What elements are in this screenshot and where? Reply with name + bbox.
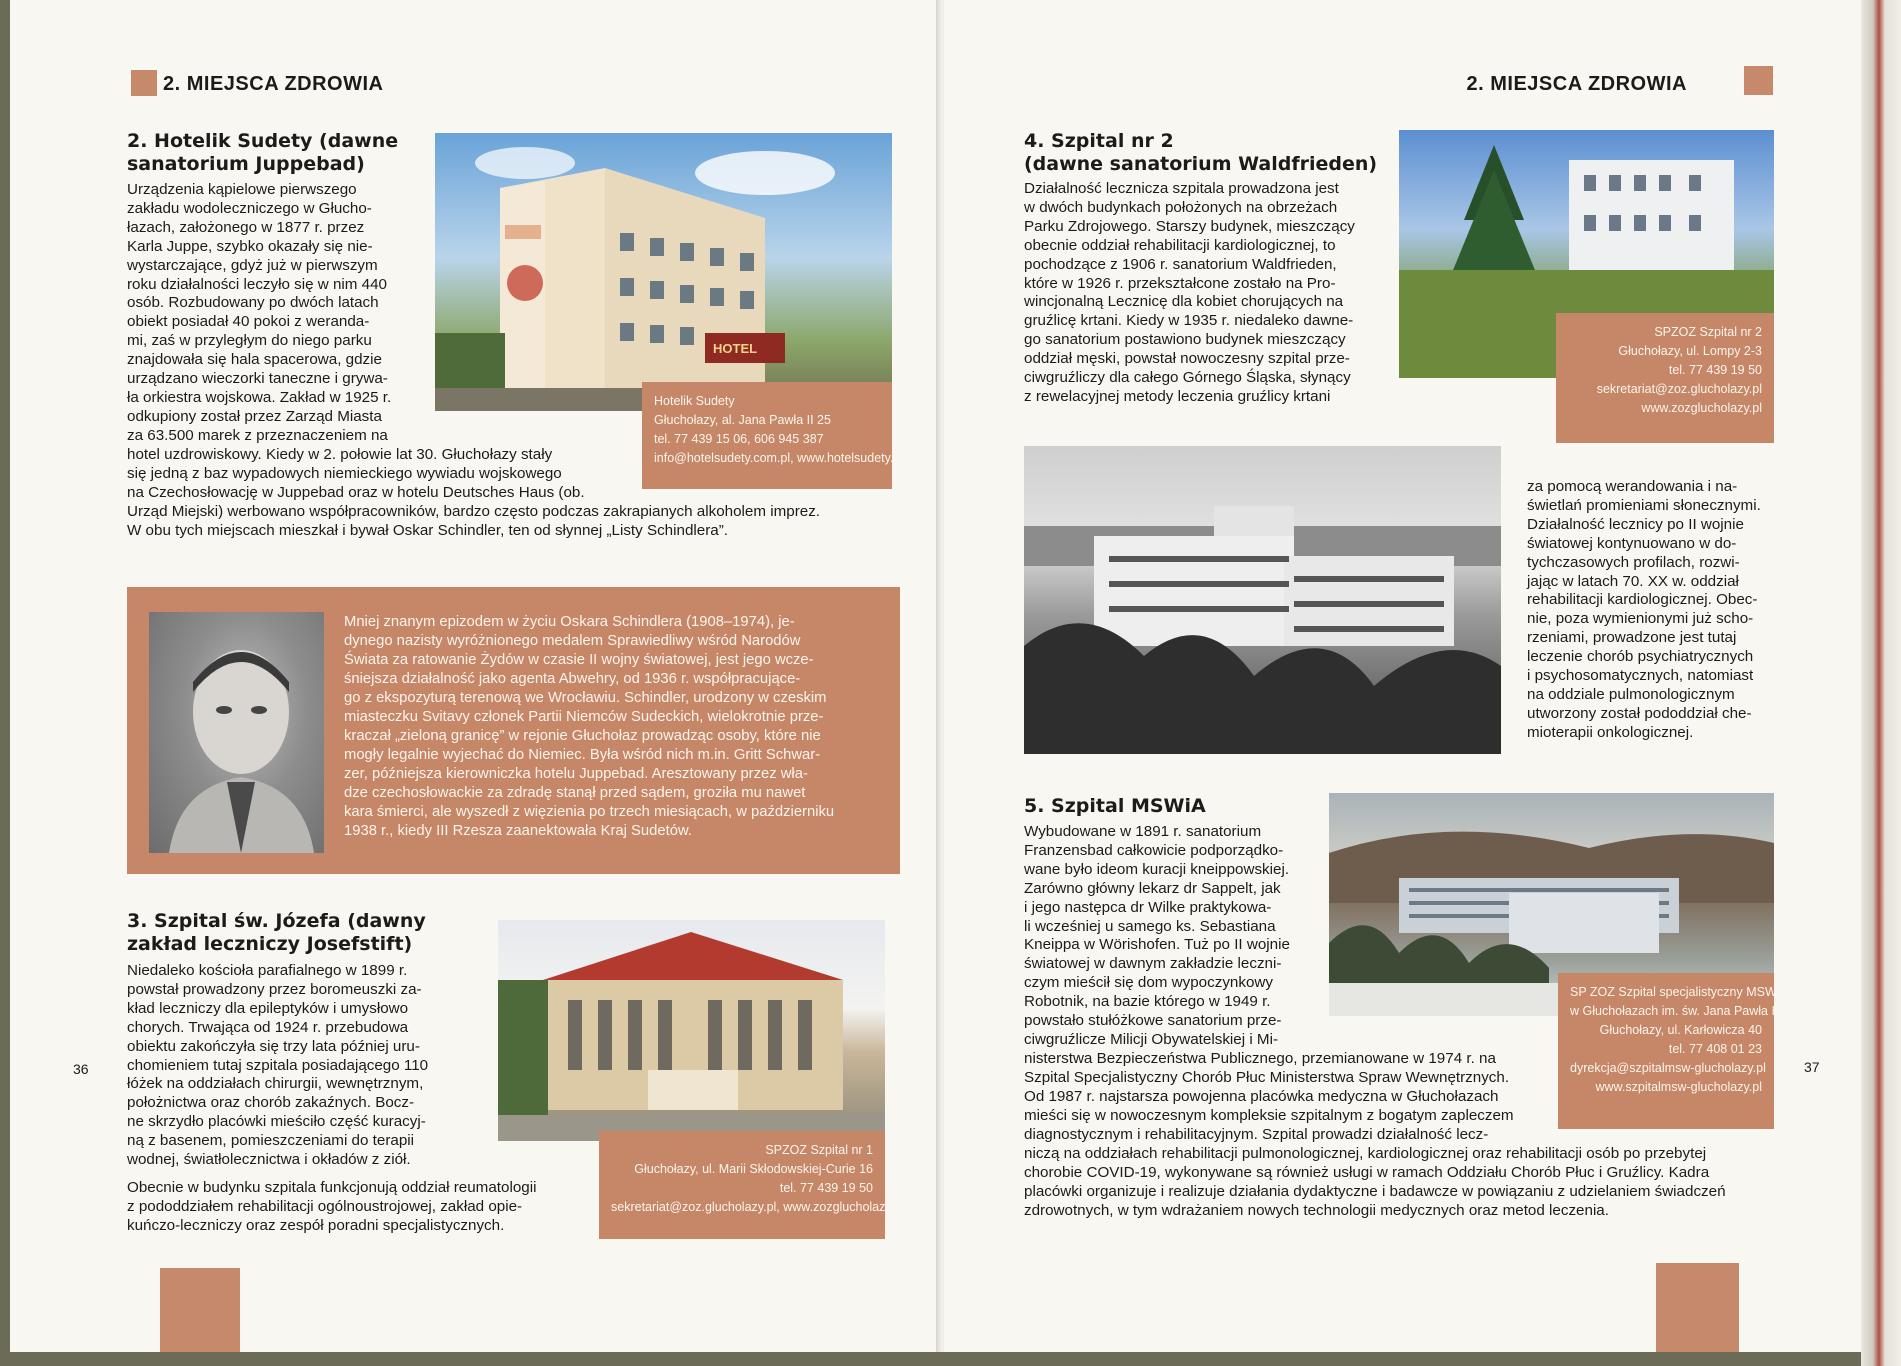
hospital5-title: 5. Szpital MSWiA bbox=[1024, 795, 1206, 817]
hospital2-text-column: Działalność lecznicza szpitala prowadzona jest w dwóch budynkach położonych na obrzeżach Parku Zdrojowego. Starszy budynek, mieszczący obecnie oddział rehabilitacji kardiologicznej, to pochodzące z 1906 r. sanatorium Waldfrieden, które w 1926 r. przekształcone zostało na Pro- wincjonalną Lecznicę dla kobiet chorujących na gruźlicę krtani. Kiedy w 1935 r. niedaleko dawne- go sanatorium postawiono budynek mieszczący oddział męski, powstał nowoczesny szpital prze- ciwgruźliczy dla całego Górnego Śląska, słynący z rewelacyjnej metody leczenia gruźlicy krtani bbox=[1024, 180, 1355, 405]
hospital2-info-box: SPZOZ Szpital nr 2 Głuchołazy, ul. Lompy 2-3 tel. 77 439 19 50 sekretariat@zoz.glucholazy.pl www.zozglucholazy.pl bbox=[1556, 313, 1774, 443]
book-page-edges bbox=[1861, 0, 1901, 1366]
section-header-right: 2. MIEJSCA ZDROWIA bbox=[1466, 73, 1687, 95]
hotel-text-column: Urządzenia kąpielowe pierwszego zakładu wodoleczniczego w Głucho- łazach, założonego w 1877 r. przez Karla Juppe, szybko okazały się nie- wystarczające, gdyż już w pierwszym roku działalności leczyło się w nim 440 osób. Rozbudowany po dwóch latach obiekt posiadał 40 pokoi z weranda- mi, zaś w przyległym do niego parku znajdowała się hala spacerowa, gdzie urządzano wieczorki taneczne i grywa- ła orkiestra wojskowa. Zakład w 1925 r. odkupiony został przez Zarząd Miasta za 63.500 marek z przeznaczeniem na bbox=[127, 181, 392, 444]
oskar-schindler-portrait bbox=[149, 612, 324, 853]
hospital5-text-column: Wybudowane w 1891 r. sanatorium Franzensbad całkowicie podporządko- wane było ideom kuracji kneippowskiej. Zarówno główny lekarz dr Sappelt, jak i jego następca dr Wilke praktykowa- li wcześniej u samego ks. Sebastiana Kneippa w Wörishofen. Tuż po II wojnie światowej w dawnym zakładzie leczni- czym mieścił się dom wypoczynkowy Robotnik, na bazie którego w 1949 r. powstało stułóżkowe sanatorium prze- ciwgruźlicze Milicji Obywatelskiej i Mi- bbox=[1024, 823, 1290, 1048]
hotel-text-wide: Urząd Miejski) werbowano współpracowników, bardzo często podczas zakrapianych alkoholem imprez. W obu tych miejscach mieszkał i bywał Oskar Schindler, ten od słynnej „Listy Schindlera”. bbox=[127, 503, 821, 539]
page-number-left: 36 bbox=[73, 1061, 89, 1077]
left-page bbox=[10, 0, 940, 1352]
hospital5-website[interactable]: www.szpitalmsw-glucholazy.pl bbox=[1595, 1080, 1762, 1094]
hospital3-building-illustration bbox=[498, 920, 885, 1141]
hospital5-text-wide: diagnostycznym i rehabilitacyjnym. Szpital prowadzi działalność lecz- niczą na oddziałach rehabilitacji pulmonologicznej, kardiologicznej oraz rehabilitacji osób po przebytej chorobie COVID-19, wykonywane są również usługi w ramach Oddziału Chorób Płuc i Gruźlicy. Kadra placówki organizuje i realizuje działania dydaktyczne i badawcze w powiązaniu z udzielaniem świadczeń zdrowotnych, w tym wdrażaniem nowych technologii medycznych oraz metod leczenia. bbox=[1024, 1126, 1726, 1219]
section-marker-left bbox=[131, 70, 157, 96]
section-marker-right bbox=[1744, 66, 1773, 95]
right-page bbox=[944, 0, 1861, 1352]
hotel-contact-links[interactable]: info@hotelsudety.com.pl, www.hotelsudety.pl bbox=[654, 451, 904, 465]
hotel-building-illustration bbox=[435, 133, 892, 411]
hospital2-title: 4. Szpital nr 2 (dawne sanatorium Waldfrieden) bbox=[1024, 130, 1378, 175]
svg-text:HOTEL: HOTEL bbox=[713, 341, 758, 356]
hotel-text-mid: hotel uzdrowiskowy. Kiedy w 2. połowie lat 30. Głuchołazy stały się jedną z baz wypadowych niemieckiego wywiadu wojskowego na Czechosłowację w Juppebad oraz w hotelu Deutsches Haus (ob. bbox=[127, 446, 585, 501]
hospital5-email[interactable]: dyrekcja@szpitalmsw-glucholazy.pl bbox=[1570, 1061, 1766, 1075]
hospital2-historic-photo bbox=[1024, 446, 1501, 754]
historic-building-illustration bbox=[1024, 446, 1501, 754]
hospital2-website[interactable]: www.zozglucholazy.pl bbox=[1641, 401, 1762, 415]
hotel-sudety-photo bbox=[435, 133, 892, 411]
hotel-info-box: Hotelik Sudety Głuchołazy, al. Jana Pawła II 25 tel. 77 439 15 06, 606 945 387 info@hotelsudety.com.pl, www.hotelsudety.pl bbox=[642, 382, 892, 489]
hospital3-title: 3. Szpital św. Józefa (dawny zakład leczniczy Josefstift) bbox=[127, 910, 426, 955]
section-header-left: 2. MIEJSCA ZDROWIA bbox=[163, 73, 384, 95]
portrait-illustration bbox=[149, 612, 324, 853]
hotel-title: 2. Hotelik Sudety (dawne sanatorium Juppebad) bbox=[127, 130, 399, 175]
hospital2-email[interactable]: sekretariat@zoz.glucholazy.pl bbox=[1596, 382, 1762, 396]
footer-marker-right bbox=[1656, 1263, 1739, 1352]
page-number-right: 37 bbox=[1804, 1059, 1820, 1075]
hospital5-text-mid: nisterstwa Bezpieczeństwa Publicznego, przemianowane w 1974 r. na Szpital Specjalistyczny Chorób Płuc Ministerstwa Spraw Wewnętrznych. Od 1987 r. najstarsza powojenna placówka medyczna w Głuchołazach mieści się w nowoczesnym kompleksie szpitalnym z bogatym zapleczem bbox=[1024, 1050, 1514, 1124]
schindler-text: Mniej znanym epizodem w życiu Oskara Schindlera (1908–1974), je- dynego nazisty wyróżnionego medalem Sprawiedliwy wśród Narodów Świata za ratowanie Żydów w czasie II wojny światowej, jest jego wcze- śniejsza działalność jako agenta Abwehry, od 1936 r. współpracujące- go z ekspozyturą terenową we Wrocławiu. Schindler, urodzony w czeskim miasteczku Svitavy członek Partii Niemców Sudeckich, wielokrotnie prze- kraczał „zieloną granicę” w rejonie Głuchołaz prowadząc osoby, które nie mogły legalnie wyjechać do Niemiec. Była wśród nich m.in. Gritt Schwar- zer, późniejsza kierowniczka hotelu Juppebad. Aresztowany przez wła- dze czechosłowackie za zdradę stanął przed sądem, groziła mu nawet kara śmierci, ale wyszedł z więzienia po trzech miesiącach, w październiku 1938 r., kiedy III Rzesza zaanektowała Kraj Sudetów. bbox=[344, 614, 835, 839]
hospital3-text-column: Niedaleko kościoła parafialnego w 1899 r. powstał prowadzony przez boromeuszki za- kład leczniczy dla epileptyków i umysłowo chorych. Trwająca od 1924 r. przebudowa obiektu zakończyła się trzy lata później uru- chomieniem tutaj szpitala posiadającego 110 łóżek na oddziałach chirurgii, wewnętrznym, położnictwa oraz chorób zakaźnych. Bocz- ne skrzydło placówki mieściło część kuracyj- ną z basenem, pomieszczeniami do terapii wodnej, światłolecznictwa i okładów z ziół. bbox=[127, 962, 429, 1169]
hospital3-info-box: SPZOZ Szpital nr 1 Głuchołazy, ul. Marii Skłodowskiej-Curie 16 tel. 77 439 19 50 sekretariat@zoz.glucholazy.pl, www.zozglucholazy.pl bbox=[599, 1131, 885, 1239]
hospital2-text-side: za pomocą werandowania i na- świetlań promieniami słonecznymi. Działalność lecznicy po II wojnie światowej kontynuowano w do- tychczasowych profilach, rozwi- jając w latach 70. XX w. oddział rehabilitacji kardiologicznej. Obec- nie, poza wymienionymi już scho- rzeniami, prowadzone jest tutaj leczenie chorób psychiatrycznych i psychosomatycznych, natomiast na oddziale pulmonologicznym utworzony został pododdział che- mioterapii onkologicznej. bbox=[1527, 478, 1761, 741]
hospital3-contact-links[interactable]: sekretariat@zoz.glucholazy.pl, www.zozglucholazy.pl bbox=[611, 1200, 904, 1214]
footer-marker-left bbox=[160, 1268, 240, 1352]
hospital5-info-box: SP ZOZ Szpital specjalistyczny MSWiA w Głuchołazach im. św. Jana Pawła II Głuchołazy, ul. Karłowicza 40 tel. 77 408 01 23 dyrekcja@szpitalmsw-glucholazy.pl www.szpitalmsw-glucholazy.pl bbox=[1558, 973, 1774, 1129]
hospital3-photo bbox=[498, 920, 885, 1141]
hospital3-text-wide: Obecnie w budynku szpitala funkcjonują oddział reumatologii z pododdziałem rehabilitacji ogólnoustrojowej, zakład opie- kuńczo-leczniczy oraz zespół poradni specjalistycznych. bbox=[127, 1179, 537, 1234]
